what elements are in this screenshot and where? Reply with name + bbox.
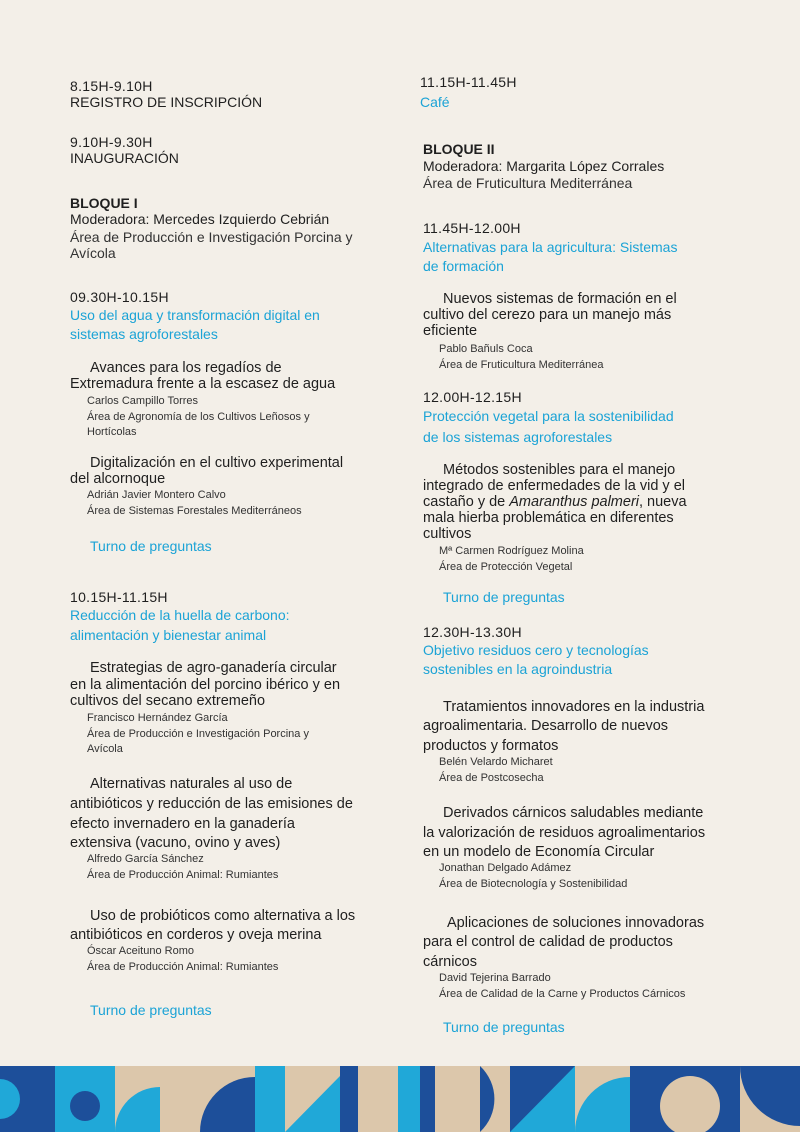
talk-title: en la alimentación del porcino ibérico y en: [70, 677, 341, 693]
talk-title: Tratamientos innovadores en la industria: [443, 699, 705, 715]
talk-title: efecto invernadero en la ganadería: [70, 816, 295, 832]
talk-title: Estrategias de agro-ganadería circular: [90, 660, 337, 676]
session-time: 12.30H-13.30H: [423, 624, 522, 640]
speaker-name: Carlos Campillo Torres: [87, 395, 199, 407]
speaker-name: David Tejerina Barrado: [439, 972, 551, 984]
talk-title: antibióticos en corderos y oveja merina: [70, 927, 322, 943]
speaker-area: Área de Producción Animal: Rumiantes: [87, 961, 279, 973]
talk-title: antibióticos y reducción de las emisiones de: [70, 796, 353, 812]
talk-title: Extremadura frente a la escasez de agua: [70, 376, 336, 392]
block-1-moderator: Moderadora: Mercedes Izquierdo Cebrián: [70, 211, 330, 227]
speaker-name: Belén Velardo Micharet: [439, 756, 553, 768]
talk-title: del alcornoque: [70, 471, 166, 487]
session-time: 09.30H-10.15H: [70, 289, 169, 305]
speaker-name: Mª Carmen Rodríguez Molina: [439, 545, 584, 557]
talk-title: cultivos del secano extremeño: [70, 693, 266, 709]
speaker-name: Alfredo García Sánchez: [87, 853, 204, 865]
session-time: 12.00H-12.15H: [423, 389, 522, 405]
inauguration-label: INAUGURACIÓN: [70, 150, 179, 166]
talk-title: mala hierba problemática en diferentes: [423, 510, 674, 526]
talk-title: agroalimentaria. Desarrollo de nuevos: [423, 718, 669, 734]
session-title: sistemas agroforestales: [70, 326, 218, 342]
speaker-name: Jonathan Delgado Adámez: [439, 862, 572, 874]
talk-title: cárnicos: [423, 954, 477, 970]
speaker-area: Área de Protección Vegetal: [439, 561, 573, 573]
talk-title: Digitalización en el cultivo experimental: [90, 455, 344, 471]
session-time: 10.15H-11.15H: [70, 589, 168, 605]
talk-title: Uso de probióticos como alternativa a los: [90, 908, 356, 924]
session-title: Reducción de la huella de carbono:: [70, 607, 290, 623]
speaker-area: Área de Producción e Investigación Porcina y: [87, 728, 309, 740]
talk-title: la valorización de residuos agroalimentarios: [423, 825, 706, 841]
coffee-label: Café: [420, 94, 450, 110]
speaker-area: Área de Postcosecha: [439, 772, 544, 784]
block-2-heading: BLOQUE II: [423, 141, 495, 157]
speaker-area: Avícola: [87, 743, 123, 755]
talk-title: productos y formatos: [423, 738, 559, 754]
species-name: Amaranthus palmeri: [509, 494, 639, 510]
speaker-name: Adrián Javier Montero Calvo: [87, 489, 226, 501]
speaker-area: Hortícolas: [87, 426, 137, 438]
speaker-name: Francisco Hernández García: [87, 712, 228, 724]
questions-turn: Turno de preguntas: [90, 1002, 212, 1018]
session-title: de los sistemas agroforestales: [423, 429, 613, 445]
talk-title: Derivados cárnicos saludables mediante: [443, 805, 704, 821]
talk-title: Avances para los regadíos de: [90, 360, 282, 376]
speaker-name: Pablo Bañuls Coca: [439, 343, 533, 355]
speaker-area: Área de Biotecnología y Sostenibilidad: [439, 878, 628, 890]
session-title: alimentación y bienestar animal: [70, 627, 267, 643]
block-2-moderator-area: Área de Fruticultura Mediterránea: [423, 175, 633, 191]
talk-title: integrado de enfermedades de la vid y el: [423, 478, 685, 494]
speaker-area: Área de Fruticultura Mediterránea: [439, 359, 604, 371]
registration-time: 8.15H-9.10H: [70, 78, 153, 94]
talk-title: cultivo del cerezo para un manejo más: [423, 307, 672, 323]
questions-turn: Turno de preguntas: [90, 538, 212, 554]
speaker-area: Área de Agronomía de los Cultivos Leñosos y: [87, 411, 310, 423]
talk-title: para el control de calidad de productos: [423, 934, 673, 950]
talk-title: cultivos: [423, 526, 472, 542]
talk-title: eficiente: [423, 323, 478, 339]
session-title: sostenibles en la agroindustria: [423, 661, 613, 677]
speaker-area: Área de Calidad de la Carne y Productos Cárnicos: [439, 988, 686, 1000]
session-title: Uso del agua y transformación digital en: [70, 307, 320, 323]
questions-turn: Turno de preguntas: [443, 589, 565, 605]
talk-title: extensiva (vacuno, ovino y aves): [70, 835, 281, 851]
questions-turn: Turno de preguntas: [443, 1019, 565, 1035]
speaker-name: Óscar Aceituno Romo: [87, 945, 194, 957]
talk-title: Nuevos sistemas de formación en el: [443, 291, 677, 307]
speaker-area: Área de Producción Animal: Rumiantes: [87, 869, 279, 881]
talk-title: en un modelo de Economía Circular: [423, 844, 655, 860]
talk-title: castaño y de Amaranthus palmeri, nueva: [423, 494, 687, 510]
talk-title: Métodos sostenibles para el manejo: [443, 462, 676, 478]
block-1-moderator-area: Área de Producción e Investigación Porcina y: [70, 229, 353, 245]
session-title: Protección vegetal para la sostenibilidad: [423, 408, 674, 424]
session-title: Objetivo residuos cero y tecnologías: [423, 642, 649, 658]
session-title: de formación: [423, 258, 504, 274]
registration-label: REGISTRO DE INSCRIPCIÓN: [70, 94, 263, 110]
block-1-moderator-area: Avícola: [70, 245, 116, 261]
talk-title: Alternativas naturales al uso de: [90, 776, 293, 792]
speaker-area: Área de Sistemas Forestales Mediterráneos: [87, 505, 302, 517]
decorative-geometric-band: [0, 1066, 800, 1132]
coffee-time: 11.15H-11.45H: [420, 74, 517, 90]
inauguration-time: 9.10H-9.30H: [70, 134, 153, 150]
block-2-moderator: Moderadora: Margarita López Corrales: [423, 158, 665, 174]
session-title: Alternativas para la agricultura: Sistemas: [423, 239, 678, 255]
session-time: 11.45H-12.00H: [423, 220, 521, 236]
talk-title: Aplicaciones de soluciones innovadoras: [447, 915, 705, 931]
block-1-heading: BLOQUE I: [70, 195, 138, 211]
